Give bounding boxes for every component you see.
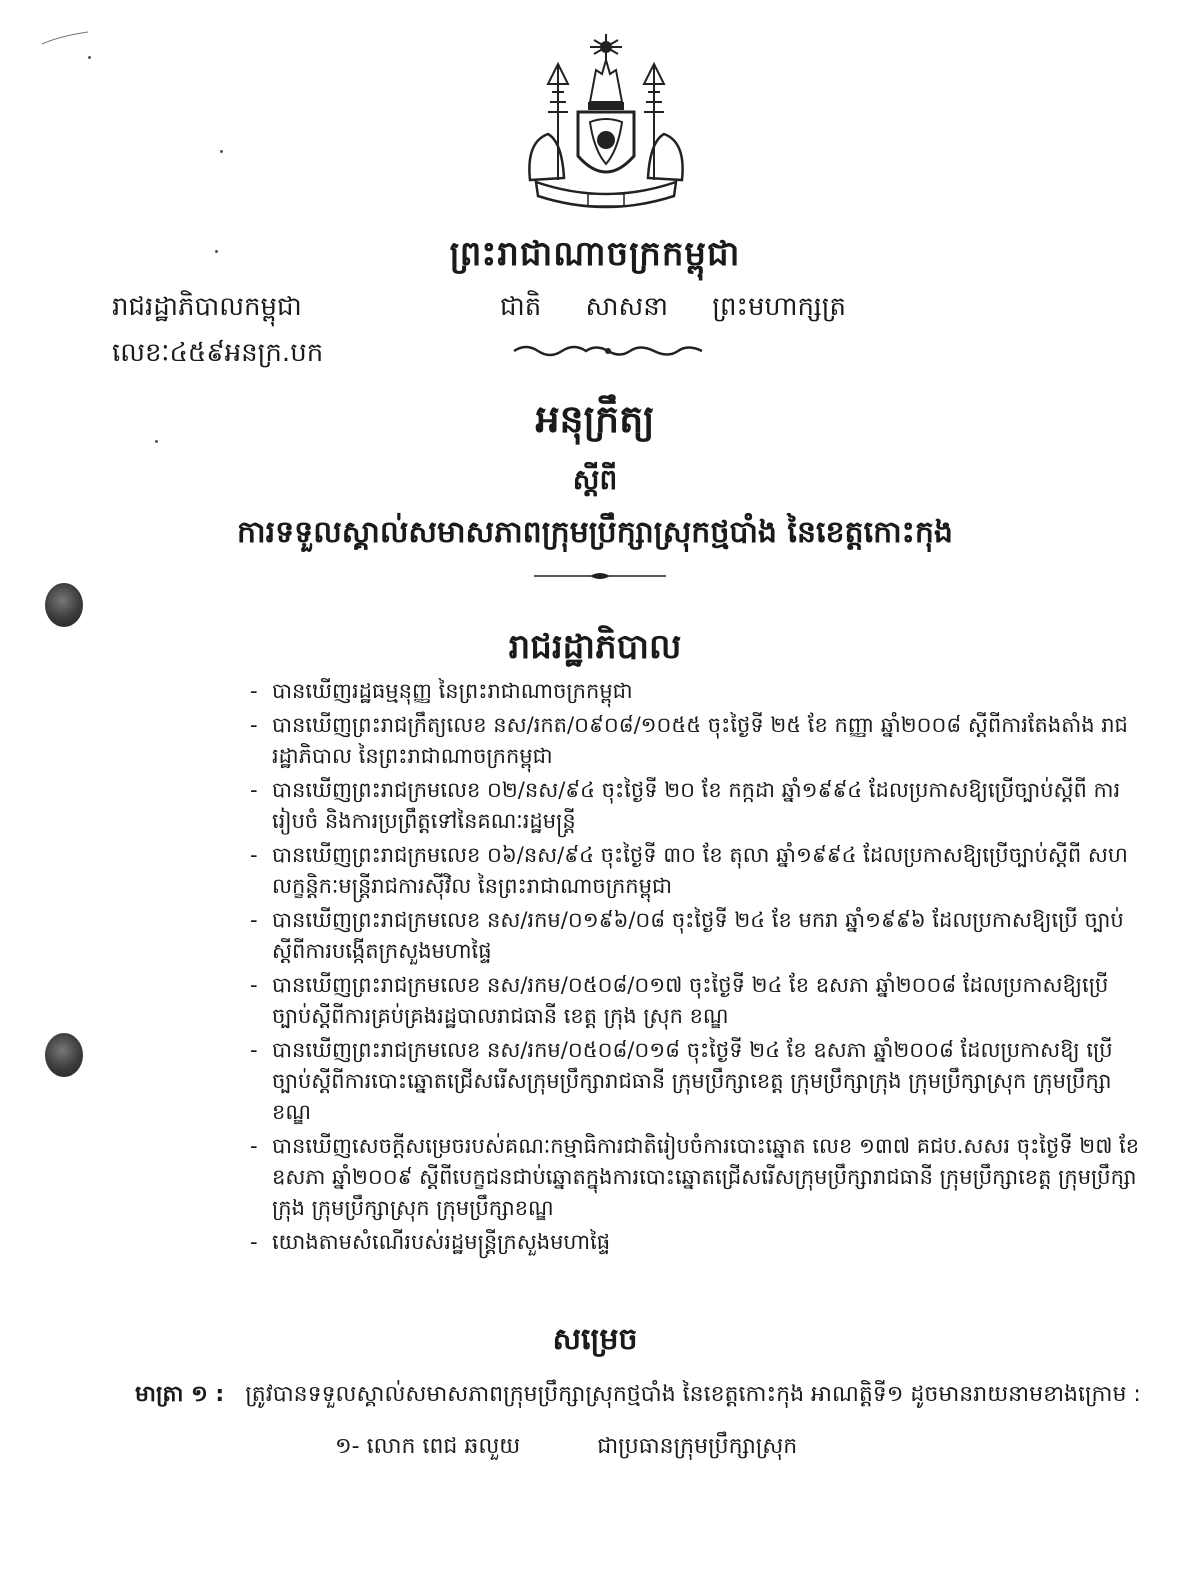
scan-speck <box>220 150 223 153</box>
article-text: ត្រូវបានទទួលស្គាល់សមាសភាពក្រុមប្រឹក្សាស្រុកថ្មបាំង នៃខេត្តកោះកុង អាណត្តិទី១ ដូចមានរាយនាមខាងក្រោម : <box>245 1382 1141 1407</box>
scan-mark <box>38 28 98 48</box>
national-motto: ជាតិ សាសនា ព្រះមហាក្សត្រ <box>500 292 846 322</box>
ornament-divider <box>510 340 706 362</box>
consideration-item: - បានឃើញព្រះរាជក្រមលេខ ០២/នស/៩៤ ចុះថ្ងៃទី ២០ ខែ កក្កដា ឆ្នាំ១៩៩៤ ដែលប្រកាសឱ្យប្រើច្បាប់ស្តីពី ការរៀបចំ និងការប្រព្រឹត្តទៅនៃគណៈរដ្ឋមន្ត្រី <box>250 775 1150 837</box>
member-row <box>335 1432 797 1464</box>
issuer-heading: រាជរដ្ឋាភិបាល <box>508 627 682 667</box>
decree-subject: ការទទួលស្គាល់សមាសភាពក្រុមប្រឹក្សាស្រុកថ្មបាំង នៃខេត្តកោះកុង <box>237 515 953 550</box>
consideration-item: - បានឃើញព្រះរាជក្រឹត្យលេខ នស/រកត/០៩០៨/១០៥៥ ចុះថ្ងៃទី ២៥ ខែ កញ្ញា ឆ្នាំ២០០៨ ស្តីពីការតែងតាំង រាជរដ្ឋាភិបាល នៃព្រះរាជាណាចក្រកម្ពុជា <box>250 710 1150 772</box>
consideration-item: - បានឃើញព្រះរាជក្រមលេខ នស/រកម/០១៩៦/០៨ ចុះថ្ងៃទី ២៤ ខែ មករា ឆ្នាំ១៩៩៦ ដែលប្រកាសឱ្យប្រើ ច្បាប់ស្តីពីការបង្កើតក្រសួងមហាផ្ទៃ <box>250 905 1150 967</box>
scan-speck <box>88 56 91 59</box>
document-type-title: អនុក្រឹត្យ <box>535 397 655 441</box>
consideration-item: - យោងតាមសំណើរបស់រដ្ឋមន្ត្រីក្រសួងមហាផ្ទៃ <box>250 1227 1150 1258</box>
title-about: ស្តីពី <box>572 463 618 496</box>
government-label: រាជរដ្ឋាភិបាលកម្ពុជា <box>112 292 302 322</box>
article-label: មាត្រា ១ : <box>135 1382 225 1407</box>
consideration-item: - បានឃើញព្រះរាជក្រមលេខ នស/រកម/០៥០៨/០១៧ ចុះថ្ងៃទី ២៤ ខែ ឧសភា ឆ្នាំ២០០៨ ដែលប្រកាសឱ្យប្រើ ច្បាប់ស្តីពីការគ្រប់គ្រងរដ្ឋបាលរាជធានី ខេត្ត ក្រុង ស្រុក ខណ្ឌ <box>250 970 1150 1032</box>
considerations-list <box>250 676 1150 1261</box>
punch-hole-top <box>45 583 83 627</box>
consideration-item: - បានឃើញរដ្ឋធម្មនុញ្ញ នៃព្រះរាជាណាចក្រកម្ពុជា <box>250 676 1150 707</box>
punch-hole-bottom <box>45 1033 83 1077</box>
consideration-item: - បានឃើញព្រះរាជក្រមលេខ នស/រកម/០៥០៨/០១៨ ចុះថ្ងៃទី ២៤ ខែ ឧសភា ឆ្នាំ២០០៨ ដែលប្រកាសឱ្យ ប្រើច្បាប់ស្តីពីការបោះឆ្នោតជ្រើសរើសក្រុមប្រឹក្សារាជធានី ក្រុមប្រឹក្សាខេត្ត ក្រុមប្រឹក្សាក្រុង ក្រុមប្រឹក្សាស្រុក ក្រុមប្រឹក្សាខណ្ឌ <box>250 1035 1150 1128</box>
kingdom-heading: ព្រះរាជាណាចក្រកម្ពុជា <box>449 234 741 274</box>
royal-coat-of-arms-emblem <box>518 30 694 220</box>
title-divider <box>534 570 666 582</box>
member-name: លោក ពេជ ឆលួយ <box>366 1434 521 1459</box>
consideration-item: - បានឃើញព្រះរាជក្រមលេខ ០៦/នស/៩៤ ចុះថ្ងៃទី ៣០ ខែ តុលា ឆ្នាំ១៩៩៤ ដែលប្រកាសឱ្យប្រើច្បាប់ស្តីពី សហលក្ខន្តិកៈមន្ត្រីរាជការស៊ីវិល នៃព្រះរាជាណាចក្រកម្ពុជា <box>250 840 1150 902</box>
member-index: ១- <box>335 1434 360 1459</box>
decision-heading: សម្រេច <box>552 1322 638 1357</box>
consideration-item: - បានឃើញសេចក្តីសម្រេចរបស់គណៈកម្មាធិការជាតិរៀបចំការបោះឆ្នោត លេខ ១៣៧ គជប.សសរ ចុះថ្ងៃទី ២៧ ខែ ឧសភា ឆ្នាំ២០០៩ ស្តីពីបេក្ខជនជាប់ឆ្នោតក្នុងការបោះឆ្នោតជ្រើសរើសក្រុមប្រឹក្សារាជធានី ក្រុមប្រឹក្សាខេត្ត ក្រុមប្រឹក្សាក្រុង ក្រុមប្រឹក្សាស្រុក ក្រុមប្រឹក្សាខណ្ឌ <box>250 1131 1150 1224</box>
member-role: ជាប្រធានក្រុមប្រឹក្សាស្រុក <box>597 1434 798 1459</box>
article-1 <box>135 1380 1141 1412</box>
document-number: លេខៈ៤៥៩អនក្រ.បក <box>112 338 324 368</box>
